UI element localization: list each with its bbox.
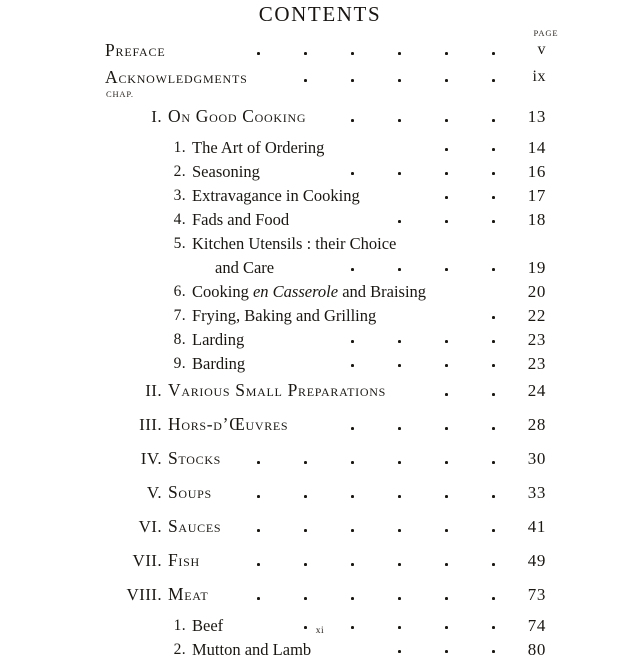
section-page: 20	[527, 282, 546, 301]
chapter-page: 73	[527, 585, 546, 604]
chapter-numeral: I.	[151, 107, 162, 126]
section-row[interactable]	[0, 639, 640, 663]
section-row[interactable]	[0, 161, 640, 185]
chapter-page: 24	[527, 381, 546, 400]
chapter-title: Various Small Preparations	[168, 380, 386, 400]
chapter-numeral: IV.	[140, 449, 162, 468]
chapter-page: 49	[527, 551, 546, 570]
section-row[interactable]	[0, 353, 640, 377]
chapter-row[interactable]	[0, 106, 640, 137]
section-number: 6.	[173, 283, 186, 300]
section-page: 74	[527, 616, 546, 635]
section-page: 22	[527, 306, 546, 325]
chapter-page: 30	[527, 449, 546, 468]
section-row[interactable]	[0, 329, 640, 353]
chapter-numeral: II.	[145, 381, 162, 400]
section-title: The Art of Ordering	[192, 138, 325, 157]
chapter-row[interactable]	[0, 550, 640, 581]
toc-entry-label: Acknowledgments	[105, 67, 248, 87]
chapter-row[interactable]	[0, 482, 640, 513]
chapter-numeral: VIII.	[126, 585, 162, 604]
page-folio: xi	[315, 626, 325, 636]
section-row[interactable]	[0, 209, 640, 233]
front-matter-row[interactable]	[0, 40, 640, 67]
chapter-numeral: VI.	[138, 517, 162, 536]
section-number: 2.	[173, 641, 186, 658]
section-page: 18	[527, 210, 546, 229]
chapter-numeral: III.	[139, 415, 162, 434]
chapter-page: 28	[527, 415, 546, 434]
chapter-title: On Good Cooking	[168, 106, 307, 126]
chapter-title: Sauces	[168, 516, 222, 536]
chapter-title: Fish	[168, 550, 200, 570]
page-title: CONTENTS	[258, 2, 382, 26]
chapter-row[interactable]	[0, 584, 640, 615]
section-page: 23	[527, 354, 546, 373]
chapter-title: Stocks	[168, 448, 222, 468]
section-number: 9.	[173, 355, 186, 372]
column-header-page: PAGE	[533, 28, 559, 38]
section-row[interactable]	[0, 137, 640, 161]
chapter-page: 41	[527, 517, 546, 536]
section-continuation-row[interactable]	[0, 257, 640, 281]
toc-entry-page: ix	[532, 68, 546, 85]
section-number: 8.	[173, 331, 186, 348]
column-header-chapter: CHAP.	[106, 89, 134, 99]
section-title: Frying, Baking and Grilling	[192, 306, 377, 325]
section-number: 5.	[173, 235, 186, 252]
toc-entry-list	[0, 40, 640, 663]
chapter-row[interactable]	[0, 448, 640, 479]
section-title: Fads and Food	[192, 210, 290, 229]
chapter-title: Hors-d’Œuvres	[168, 414, 289, 434]
toc-entry-label: Preface	[105, 40, 166, 60]
chapter-numeral: V.	[146, 483, 162, 502]
section-row[interactable]	[0, 281, 640, 305]
section-title: Larding	[192, 330, 245, 349]
section-title: Kitchen Utensils : their Choice	[192, 234, 397, 253]
section-title: Mutton and Lamb	[192, 640, 312, 659]
chapter-row[interactable]	[0, 414, 640, 445]
toc-entry-page: v	[537, 41, 546, 58]
section-number: 2.	[173, 163, 186, 180]
section-title: Cooking en Casserole and Braising	[192, 282, 427, 301]
section-page: 16	[527, 162, 546, 181]
section-title: Beef	[192, 616, 224, 635]
chapter-title: Meat	[168, 584, 209, 604]
section-title: Seasoning	[192, 162, 260, 181]
chapter-page: 13	[527, 107, 546, 126]
section-title: Barding	[192, 354, 246, 373]
section-number: 3.	[173, 187, 186, 204]
chapter-numeral: VII.	[132, 551, 162, 570]
chapter-row[interactable]	[0, 516, 640, 547]
section-row[interactable]	[0, 233, 640, 257]
section-title: Extravagance in Cooking	[192, 186, 360, 205]
section-row[interactable]	[0, 185, 640, 209]
section-page: 17	[527, 186, 546, 205]
section-page: 14	[527, 138, 546, 157]
section-page: 19	[527, 258, 546, 277]
section-number: 1.	[173, 617, 186, 634]
section-page: 23	[527, 330, 546, 349]
section-number: 1.	[173, 139, 186, 156]
section-number: 7.	[173, 307, 186, 324]
section-number: 4.	[173, 211, 186, 228]
section-row[interactable]	[0, 305, 640, 329]
chapter-title: Soups	[168, 482, 212, 502]
front-matter-row[interactable]	[0, 67, 640, 94]
section-page: 80	[527, 640, 546, 659]
chapter-row[interactable]	[0, 380, 640, 411]
chapter-page: 33	[527, 483, 546, 502]
section-title-continuation: and Care	[215, 258, 275, 277]
